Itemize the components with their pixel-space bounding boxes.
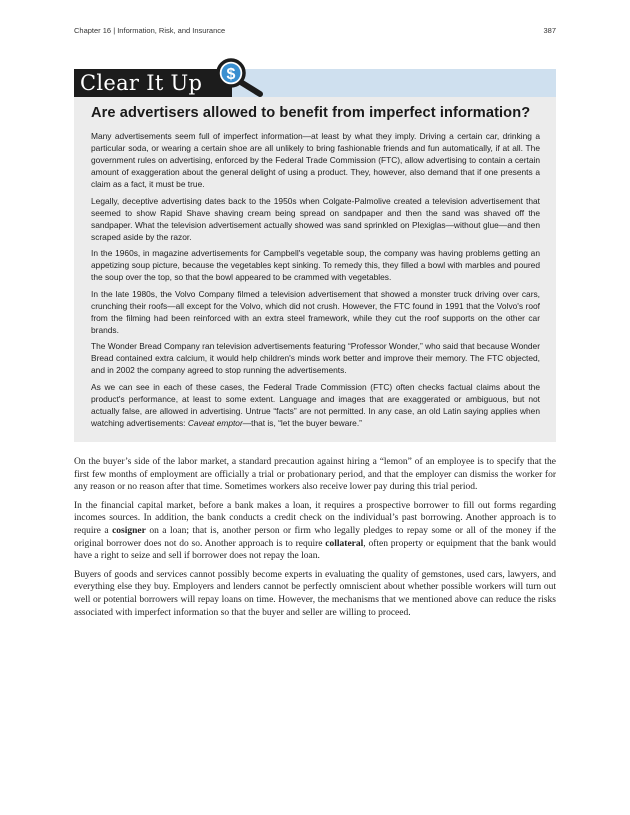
page-number: 387 — [543, 26, 556, 35]
text-run: , often property or equipment that the bank would have a right to seize and sell if borrower does not repay the loan. — [74, 538, 556, 562]
body-paragraph: On the buyer’s side of the labor market, a standard precaution against hiring a “lemon” of an employee is to specify that the first few months of employment are officially a trial or probationary period, and that the employer can dismiss the worker for any reason or no reason after that time. Sometimes workers also receive lower pay during this trial period. — [74, 457, 556, 493]
text-run: on a loan; that is, another person or firm who legally pledges to repay some or all of the money if the original borrower does not do so. Another approach is to require — [74, 526, 557, 549]
magnifying-glass-icon — [215, 57, 265, 101]
text-run: —that is, “let the buyer beware.” — [242, 417, 362, 428]
feature-paragraph: In the 1960s, in magazine advertisements for Campbell's vegetable soup, the company was having problems getting an appetizing soup picture, because the vegetables kept sinking. To remedy this, they filled a bowl with marbles and poured the soup over the top, so that the bowl appeared to be crammed with vegetables. — [91, 248, 540, 282]
key-term-collateral: collateral — [325, 538, 364, 549]
latin-phrase: Caveat emptor — [187, 417, 243, 428]
main-body-text — [74, 456, 556, 625]
text-run: As we can see in each of these cases, the Federal Trade Commission (FTC) often checks factual claims about the product's performance, at least to some extent. Language and images that are exaggerated or ambiguous, but not actually false, are allowed in advertising. Untrue “facts” are not permitted. In any case, an old Latin saying applies when watching advertisements: — [91, 381, 540, 428]
body-paragraph — [74, 500, 556, 564]
running-header — [74, 26, 556, 35]
clear-it-up-box — [74, 97, 556, 442]
chapter-title: Chapter 16 | Information, Risk, and Insurance — [74, 26, 226, 35]
feature-paragraph: Many advertisements seem full of imperfect information—at least by what they imply. Driving a certain car, drinking a particular soda, or wearing a certain shoe are all unlikely to bring fashionable friends and fun automatically, if at all. The government rules on advertising, enforced by the Federal Trade Commission (FTC), allow advertising to contain a certain amount of exaggeration about the general delight of using a product. They, however, also demand that if one presents a claim as a fact, it must be true. — [91, 131, 540, 189]
text-run: In the financial capital market, before a bank makes a loan, it requires a prospective borrower to fill out forms regarding incomes sources. In addition, the bank conducts a credit check on the individual’s past borrowing. Another approach is to require a — [74, 500, 556, 537]
feature-question: Are advertisers allowed to benefit from imperfect information? — [91, 105, 531, 121]
body-paragraph: Buyers of goods and services cannot possibly become experts in evaluating the quality of gemstones, used cars, lawyers, and everything else they buy. Employers and lenders cannot be perfectly omniscient about whether possible workers will turn out well or potential borrowers will repay loans on time. However, the mechanisms that we mentioned above can reduce the risks associated with imperfect information so that the buyer and seller are willing to proceed. — [74, 569, 556, 618]
feature-paragraph: The Wonder Bread Company ran television advertisements featuring “Professor Wonder,” who said that because Wonder Bread contained extra calcium, it would help children's minds work better and improve their memory. The FTC objected, and in 2002 the company agreed to stop running the advertisements. — [91, 341, 540, 375]
feature-paragraph: Legally, deceptive advertising dates back to the 1950s when Colgate-Palmolive created a television advertisement that seemed to show Rapid Shave shaving cream being spread on sandpaper and then the sand was shaved off the sandpaper. What the television advertisement actually showed was sand sprinkled on Plexiglas—without glue—and then scraped aside by the razor. — [91, 195, 540, 242]
key-term-cosigner: cosigner — [112, 526, 146, 537]
feature-banner-title: Clear It Up — [74, 69, 232, 97]
feature-paragraph-last — [91, 381, 540, 429]
feature-paragraph: In the late 1980s, the Volvo Company filmed a television advertisement that showed a monster truck driving over cars, crunching their roofs—all except for the Volvo, which did not crush. However, the FTC found in 1991 that the Volvo's roof from the filming had been reinforced with an extra steel framework, while they cut the roof supports on the other car brands. — [91, 288, 540, 335]
dollar-sign-icon: $ — [226, 66, 236, 83]
